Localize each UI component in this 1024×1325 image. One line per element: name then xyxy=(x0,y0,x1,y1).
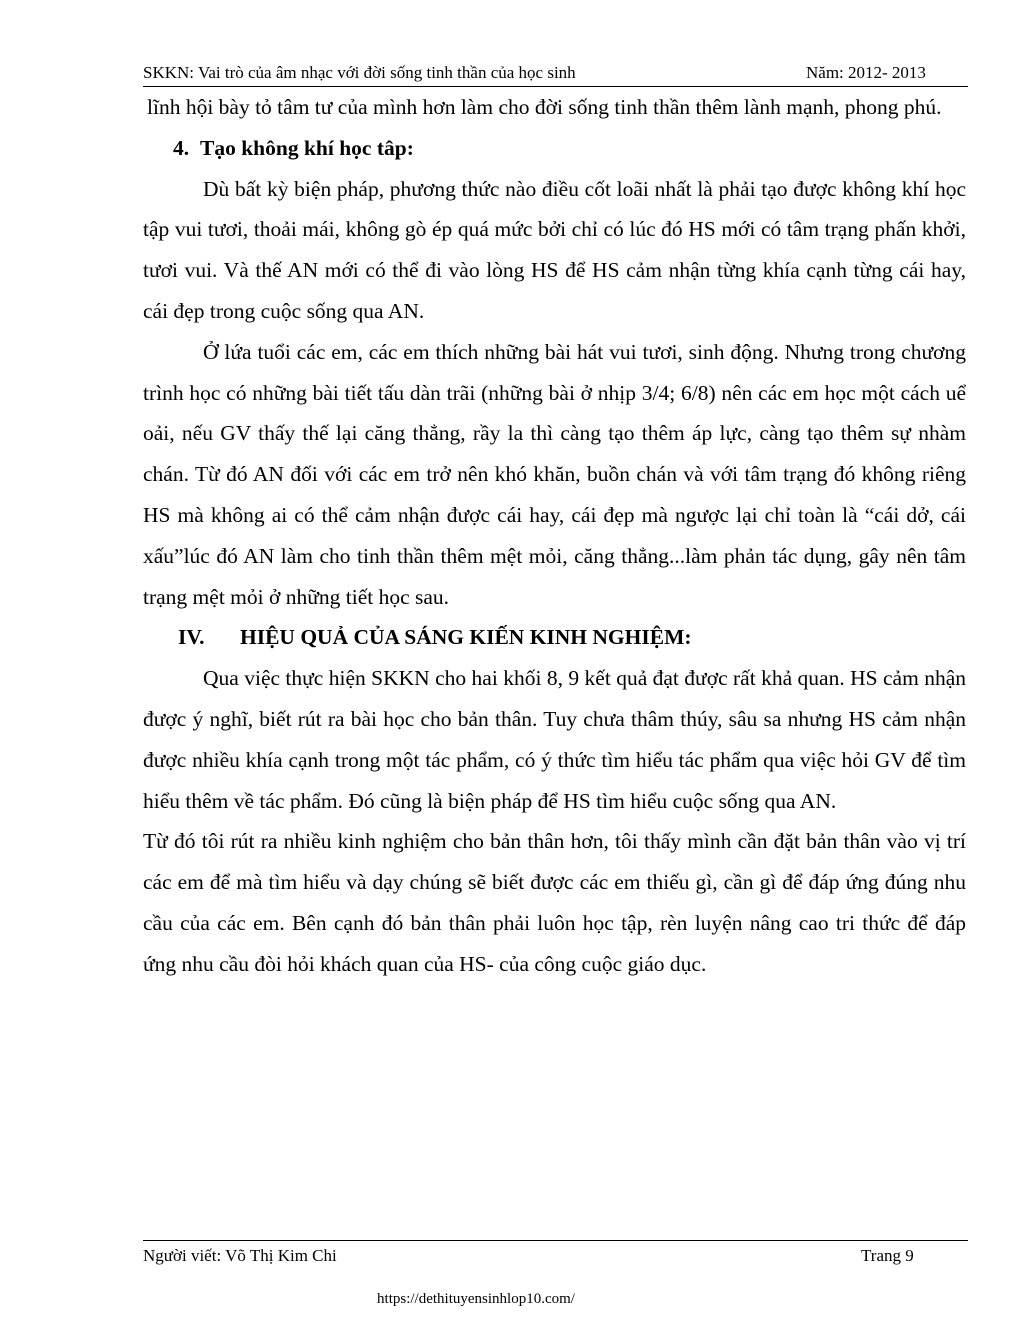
document-body xyxy=(143,87,966,985)
footer-author: Người viết: Võ Thị Kim Chi xyxy=(143,1246,337,1265)
watermark-url[interactable]: https://dethituyensinhlop10.com/ xyxy=(377,1291,575,1307)
paragraph-2: Ở lứa tuổi các em, các em thích những bài hát vui tươi, sinh động. Nhưng trong chương trình học có những bài tiết tấu dàn trãi (những bài ở nhịp 3/4; 6/8) nên các em học một cách uể oải, nếu GV thấy thế lại căng thẳng, rầy la thì càng tạo thêm áp lực, càng tạo thêm sự nhàm chán. Từ đó AN đối với các em trở nên khó khăn, buồn chán và với tâm trạng đó không riêng HS mà không ai có thể cảm nhận được cái hay, cái đẹp mà ngược lại chỉ toàn là “cái dở, cái xấu”lúc đó AN làm cho tinh thần thêm mệt mỏi, căng thẳng...làm phản tác dụng, gây nên tâm trạng mệt mỏi ở những tiết học sau. xyxy=(143,339,966,609)
section-title: Tạo không khí học tâp: xyxy=(200,135,414,160)
paragraph-4: Từ đó tôi rút ra nhiều kinh nghiệm cho bản thân hơn, tôi thấy mình cần đặt bản thân vào vị trí các em để mà tìm hiểu và dạy chúng sẽ biết được các em thiếu gì, cần gì để đáp ứng đúng nhu cầu của các em. Bên cạnh đó bản thân phải luôn học tập, rèn luyện nâng cao tri thức để đáp ứng nhu cầu đòi hỏi khách quan của HS- của công cuộc giáo dục. xyxy=(143,829,966,976)
paragraph-1: Dù bất kỳ biện pháp, phương thức nào điều cốt loãi nhất là phải tạo được không khí học tập vui tươi, thoải mái, không gò ép quá mức bởi chỉ có lúc đó HS mới có tâm trạng phấn khởi, tươi vui. Và thế AN mới có thể đi vào lòng HS để HS cảm nhận từng khía cạnh từng cái hay, cái đẹp trong cuộc sống qua AN. xyxy=(143,176,966,323)
section-heading-iv xyxy=(143,617,966,658)
watermark-url-container xyxy=(0,1289,1024,1309)
header-year: Năm: 2012- 2013 xyxy=(806,63,926,82)
section-number: 4. xyxy=(173,135,190,160)
header-title: SKKN: Vai trò của âm nhạc với đời sống tinh thần của học sinh xyxy=(143,63,576,82)
page-header xyxy=(143,62,968,87)
page-footer xyxy=(143,1240,968,1271)
paragraph-continued: lĩnh hội bày tỏ tâm tư của mình hơn làm cho đời sống tinh thần thêm lành mạnh, phong phú. xyxy=(147,95,942,119)
footer-page-number: Trang 9 xyxy=(861,1246,914,1265)
paragraph-3: Qua việc thực hiện SKKN cho hai khối 8, 9 kết quả đạt được rất khả quan. HS cảm nhận được ý nghĩ, biết rút ra bài học cho bản thân. Tuy chưa thâm thúy, sâu sa nhưng HS cảm nhận được nhiều khía cạnh trong một tác phẩm, có ý thức tìm hiểu tác phẩm qua việc hỏi GV để tìm hiểu thêm về tác phẩm. Đó cũng là biện pháp để HS tìm hiểu cuộc sống qua AN. xyxy=(143,666,966,813)
section-heading-4 xyxy=(143,128,966,169)
section-title: HIỆU QUẢ CỦA SÁNG KIẾN KINH NGHIỆM: xyxy=(240,625,692,650)
section-number: IV. xyxy=(178,625,205,650)
